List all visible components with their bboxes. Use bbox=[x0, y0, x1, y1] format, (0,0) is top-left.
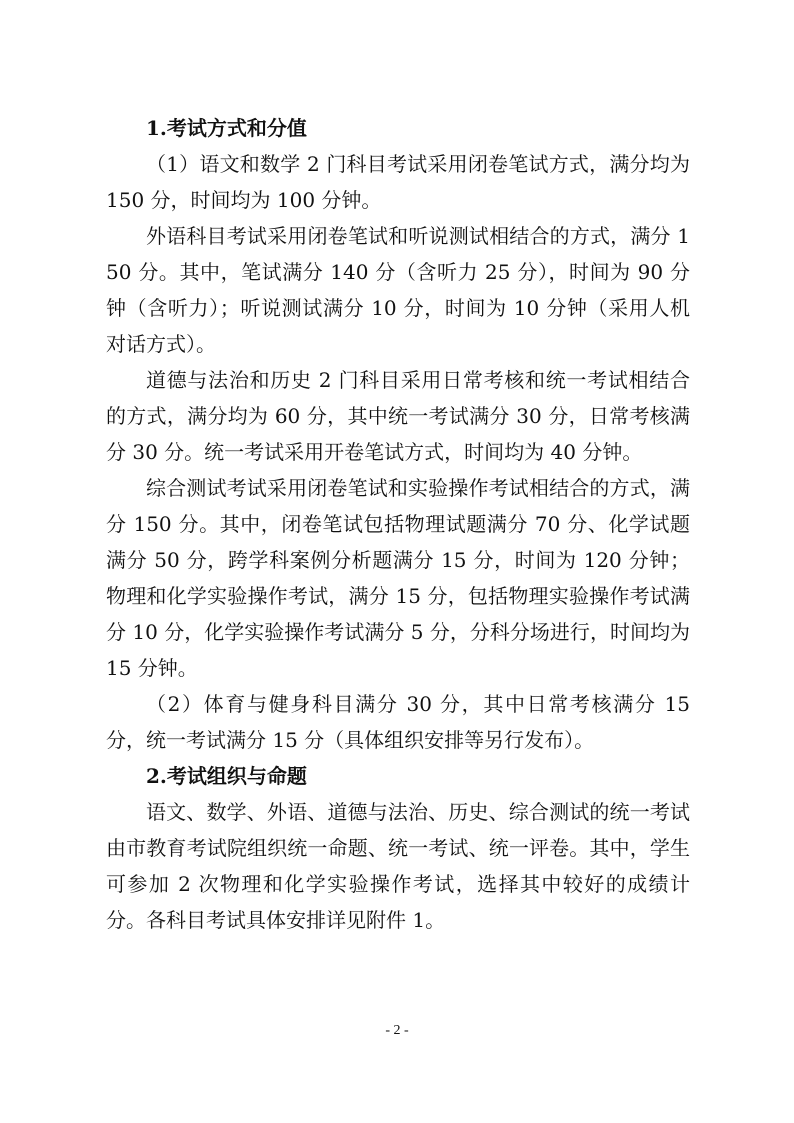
page-number: - 2 - bbox=[385, 1023, 409, 1038]
paragraph-organization: 语文、数学、外语、道德与法治、历史、综合测试的统一考试由市教育考试院组织统一命题、统一考试、统一评卷。其中，学生可参加 2 次物理和化学实验操作考试，选择其中较好的成绩计分。各科目考试具体安排详见附件 1。 bbox=[106, 800, 690, 932]
section-heading-exam-method: 1.考试方式和分值 bbox=[146, 116, 307, 140]
paragraph-morality-history: 道德与法治和历史 2 门科目采用日常考核和统一考试相结合的方式，满分均为 60 分，其中统一考试满分 30 分，日常考核满分 30 分。统一考试采用开卷笔试方式，时间均为 40 分钟。 bbox=[106, 368, 690, 464]
paragraph-chinese-math: （1）语文和数学 2 门科目考试采用闭卷笔试方式，满分均为 150 分，时间均为 100 分钟。 bbox=[106, 152, 690, 212]
paragraph-physical-education: （2）体育与健身科目满分 30 分，其中日常考核满分 15 分，统一考试满分 15 分（具体组织安排等另行发布）。 bbox=[106, 692, 690, 752]
paragraph-comprehensive-test: 综合测试考试采用闭卷笔试和实验操作考试相结合的方式，满分 150 分。其中，闭卷笔试包括物理试题满分 70 分、化学试题满分 50 分，跨学科案例分析题满分 15 分，时间为 120 分钟；物理和化学实验操作考试，满分 15 分，包括物理实验操作考试满分 10 分，化学实验操作考试满分 5 分，分科分场进行，时间均为 15 分钟。 bbox=[106, 476, 690, 680]
paragraph-foreign-language: 外语科目考试采用闭卷笔试和听说测试相结合的方式，满分 150 分。其中，笔试满分 140 分（含听力 25 分），时间为 90 分钟（含听力）；听说测试满分 10 分，时间为 10 分钟（采用人机对话方式）。 bbox=[106, 224, 690, 356]
section-heading-exam-organization: 2.考试组织与命题 bbox=[146, 764, 307, 788]
document-body bbox=[106, 110, 690, 938]
